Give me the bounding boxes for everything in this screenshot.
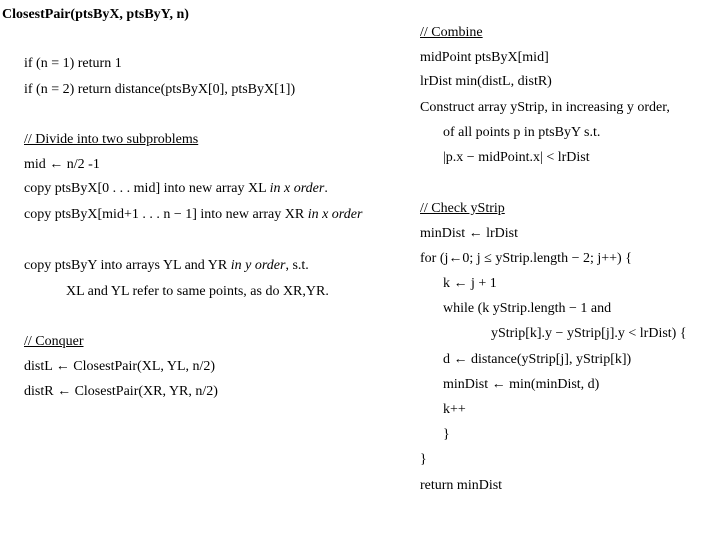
left-arrow-icon: ← (448, 251, 463, 266)
mid-expr: n/2 -1 (66, 157, 100, 172)
mindist-var: minDist (443, 377, 489, 392)
close-brace-outer: } (420, 452, 427, 467)
mindist-update-value: min(minDist, d) (509, 377, 600, 392)
copy-xl-order: in x order (269, 181, 325, 196)
left-arrow-icon: ← (55, 359, 70, 374)
mid-assignment (24, 157, 100, 173)
base-case-two: if (n = 2) return distance(ptsByX[0], ptsByX[1]) (24, 82, 296, 97)
mindist-var: minDist (420, 226, 466, 241)
copy-xr-line (24, 207, 410, 223)
mindist-update (443, 377, 599, 393)
copy-y-line-2: XL and YL refer to same points, as do XR,YR. (66, 284, 329, 299)
distr-call: ClosestPair(XR, YR, n/2) (74, 384, 218, 399)
k-assignment (443, 276, 497, 292)
combine-comment: // Combine (420, 25, 483, 40)
copy-xl-text: copy ptsByX[0 . . . mid] into new array XL (24, 181, 270, 196)
mindist-init-value: lrDist (486, 226, 519, 241)
copy-xl-period: . (324, 181, 328, 196)
copy-y-order: in y order (230, 258, 286, 273)
copy-xl-line (24, 181, 328, 197)
left-arrow-icon: ← (453, 276, 468, 291)
left-arrow-icon: ← (491, 377, 506, 392)
check-comment: // Check yStrip (420, 201, 505, 216)
all-points-line: of all points p in ptsByY s.t. (443, 125, 601, 140)
k-increment: k++ (443, 402, 466, 417)
distr-assignment (24, 384, 218, 400)
distl-call: ClosestPair(XL, YL, n/2) (73, 359, 216, 374)
lrdist-line: lrDist min(distL, distR) (420, 74, 552, 89)
copy-y-text: copy ptsByY into arrays YL and YR (24, 258, 231, 273)
conquer-comment: // Conquer (24, 334, 84, 349)
left-arrow-icon: ← (49, 157, 64, 172)
copy-y-suffix: , s.t. (285, 258, 309, 273)
function-signature: ClosestPair(ptsByX, ptsByY, n) (2, 7, 189, 22)
base-case-one: if (n = 1) return 1 (24, 56, 122, 71)
construct-line: Construct array yStrip, in increasing y order, (420, 100, 670, 115)
return-line: return minDist (420, 478, 503, 493)
copy-xr-order: in x order (307, 207, 363, 222)
copy-xr-text: copy ptsByX[mid+1 . . . n − 1] into new array XR (24, 207, 308, 222)
for-rest: 0; j ≤ yStrip.length − 2; j++) { (462, 251, 632, 266)
for-head: for (j (420, 251, 449, 266)
d-value: distance(yStrip[j], yStrip[k]) (471, 352, 632, 367)
k-value: j + 1 (471, 276, 497, 291)
d-var: d (443, 352, 450, 367)
distl-var: distL (24, 359, 53, 374)
midpoint-line: midPoint ptsByX[mid] (420, 50, 549, 65)
for-loop-line (420, 251, 632, 267)
copy-y-line (24, 258, 309, 274)
d-assignment (443, 352, 631, 368)
while-line-1: while (k yStrip.length − 1 and (443, 301, 612, 316)
while-line-2: yStrip[k].y − yStrip[j].y < lrDist) { (491, 326, 687, 341)
left-arrow-icon: ← (468, 226, 483, 241)
mindist-init (420, 226, 518, 242)
mid-var: mid (24, 157, 46, 172)
left-arrow-icon: ← (57, 384, 72, 399)
divide-comment: // Divide into two subproblems (24, 132, 199, 147)
abs-condition-line: |p.x − midPoint.x| < lrDist (443, 150, 590, 165)
distl-assignment (24, 359, 215, 375)
distr-var: distR (24, 384, 54, 399)
k-var: k (443, 276, 450, 291)
left-arrow-icon: ← (453, 352, 468, 367)
close-brace-inner: } (443, 427, 450, 442)
